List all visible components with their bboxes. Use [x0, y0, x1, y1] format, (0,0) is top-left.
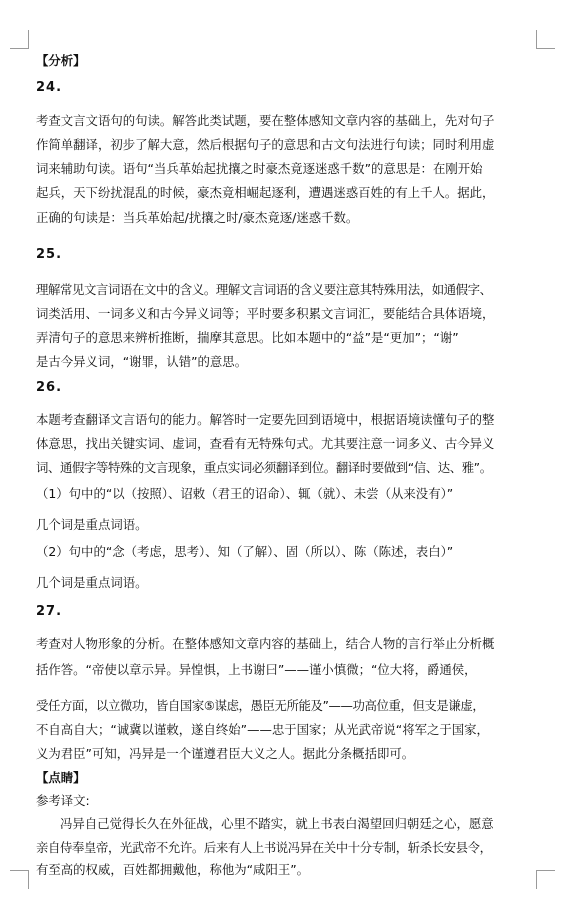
crop-mark-bottom-right: [536, 870, 555, 889]
q25-line: 是古今异义词，“谢罪，认错”的意思。: [36, 354, 248, 369]
translation-line: 有至高的权威，百姓都拥戴他，称他为“咸阳王”。: [36, 862, 310, 877]
q26-number: 26.: [36, 380, 63, 395]
q25-line: 理解常见文言词语在文中的含义。理解文言词语的含义要注意其特殊用法，如通假字、: [36, 282, 492, 297]
crop-mark-top-right: [536, 30, 555, 49]
q24-line: 考查文言文语句的句读。解答此类试题，要在整体感知文章内容的基础上，先对句子: [36, 113, 495, 128]
q26-line: （1）句中的“以（按照）、诏敕（君王的诏命）、辄（就）、未尝（从来没有）”: [36, 486, 454, 501]
q25-line: 词类活用、一词多义和古今异义词等；平时要多积累文言词汇，要能结合具体语境，: [36, 306, 495, 321]
q24-line: 词来辅助句读。语句“当兵革始起扰攘之时豪杰竟逐迷惑千数”的意思是：在刚开始: [36, 161, 483, 176]
q25-number: 25.: [36, 247, 63, 262]
q27-line: 不自高自大；“诚冀以谨敕，遂自终始”——忠于国家；从光武帝说“将军之于国家，: [36, 722, 489, 737]
q24-line: 起兵，天下纷扰混乱的时候，豪杰竟相崛起逐利，遭遇迷惑百姓的有上千人。据此，: [36, 185, 495, 200]
q26-line: 词、通假字等特殊的文言现象，重点实词必须翻译到位。翻译时要做到“信、达、雅”。: [36, 460, 492, 475]
q26-line: 本题考查翻译文言语句的能力。解答时一定要先回到语境中，根据语境读懂句子的整: [36, 412, 495, 427]
translation-line: 亲自侍奉皇帝，光武帝不允许。后来有人上书说冯异在关中十分专制，斩杀长安县令，: [36, 840, 492, 855]
q26-line: （2）句中的“念（考虑，思考）、知（了解）、固（所以）、陈（陈述，表白）”: [36, 544, 454, 559]
q26-line: 体意思，找出关键实词、虚词，查看有无特殊句式。尤其要注意一词多义、古今异义: [36, 436, 495, 451]
q26-line: 几个词是重点词语。: [36, 517, 148, 532]
q25-line: 弄清句子的意思来辨析推断，揣摩其意思。比如本题中的“益”是“更加”；“谢”: [36, 330, 459, 345]
analysis-heading: 【分析】: [36, 53, 86, 68]
q27-line: 考查对人物形象的分析。在整体感知文章内容的基础上，结合人物的言行举止分析概: [36, 636, 495, 651]
q27-number: 27.: [36, 604, 63, 619]
q24-line: 正确的句读是：当兵革始起/扰攘之时/豪杰竟逐/迷惑千数。: [36, 210, 359, 225]
crop-mark-top-left: [10, 30, 29, 49]
q27-line: 括作答。“帝使以章示异。异惶惧，上书谢曰”——谨小慎微；“位大将，爵通侯，: [36, 662, 477, 677]
q24-line: 作简单翻译，初步了解大意，然后根据句子的意思和古文句法进行句读；同时利用虚: [36, 137, 495, 152]
q27-line: 受任方面，以立微功，皆自国家⑤谋虑，愚臣无所能及”——功高位重，但支是谦虚，: [36, 698, 485, 713]
q24-number: 24.: [36, 80, 63, 95]
tips-heading: 【点睛】: [36, 770, 86, 785]
crop-mark-bottom-left: [10, 870, 29, 889]
translation-line: 冯异自己觉得长久在外征战，心里不踏实，就上书表白渴望回归朝廷之心，愿意: [60, 816, 494, 831]
q27-line: 义为君臣”可知，冯异是一个谨遵君臣大义之人。据此分条概括即可。: [36, 746, 415, 761]
translation-label: 参考译文:: [36, 793, 90, 808]
q26-line: 几个词是重点词语。: [36, 575, 148, 590]
